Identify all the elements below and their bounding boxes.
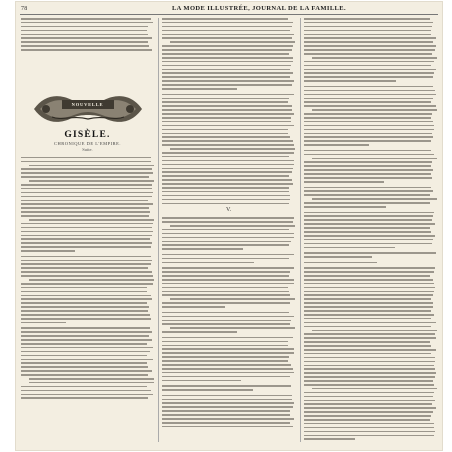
text-line <box>304 368 435 370</box>
text-line <box>304 98 433 100</box>
text-line <box>162 94 294 96</box>
feuilleton-vignette <box>32 91 144 127</box>
text-line <box>162 22 293 24</box>
text-line <box>162 160 294 162</box>
text-line <box>21 157 151 159</box>
text-line <box>21 168 152 170</box>
text-line <box>304 326 431 328</box>
text-line <box>21 335 149 337</box>
text-line <box>21 49 152 51</box>
text-line <box>21 394 153 396</box>
text-line <box>21 295 151 297</box>
text-line <box>21 211 150 213</box>
text-line <box>21 302 147 304</box>
text-line <box>162 306 225 308</box>
text-column-2 <box>162 18 295 440</box>
text-line <box>162 80 294 82</box>
text-line <box>21 351 150 353</box>
text-line <box>162 57 293 59</box>
header-rule <box>20 14 438 15</box>
text-line <box>162 98 289 100</box>
text-line <box>21 196 152 198</box>
text-line <box>304 419 430 421</box>
text-line <box>162 233 294 235</box>
text-line <box>162 203 289 205</box>
text-line <box>304 37 436 39</box>
text-line <box>21 246 151 248</box>
text-line <box>304 294 433 296</box>
text-line <box>162 341 288 343</box>
text-line <box>162 279 294 281</box>
text-line <box>304 392 434 394</box>
text-line <box>162 262 254 264</box>
text-line <box>162 399 292 401</box>
text-line <box>21 235 152 237</box>
text-line <box>162 84 292 86</box>
text-line <box>162 221 293 223</box>
text-line <box>304 206 386 208</box>
text-line <box>21 30 147 32</box>
text-line <box>304 231 431 233</box>
text-line <box>312 198 437 200</box>
text-line <box>304 53 432 55</box>
text-line <box>162 144 294 146</box>
vignette-label: NOUVELLE <box>71 101 104 107</box>
text-line <box>304 298 431 300</box>
text-line <box>304 403 432 405</box>
text-line <box>304 94 436 96</box>
text-line <box>21 176 149 178</box>
text-column-1 <box>21 18 154 440</box>
text-line <box>304 411 433 413</box>
text-line <box>162 258 289 260</box>
text-line <box>304 267 435 269</box>
text-line <box>304 357 435 359</box>
text-line <box>162 271 290 273</box>
text-line <box>304 302 433 304</box>
text-line <box>162 175 289 177</box>
text-line <box>304 337 436 339</box>
text-line <box>304 435 434 437</box>
text-line <box>162 360 288 362</box>
text-line <box>162 244 289 246</box>
text-line <box>162 109 292 111</box>
text-line <box>21 215 149 217</box>
text-line <box>304 243 432 245</box>
text-line <box>162 171 292 173</box>
text-line <box>21 227 152 229</box>
text-line <box>304 219 432 221</box>
text-line <box>21 34 148 36</box>
text-line <box>304 345 431 347</box>
text-line <box>304 69 436 71</box>
text-line <box>162 129 288 131</box>
text-line <box>162 18 288 20</box>
text-line <box>304 86 433 88</box>
text-line <box>162 179 292 181</box>
text-line <box>304 161 432 163</box>
ornament-illustration <box>32 91 144 127</box>
text-line <box>21 287 147 289</box>
text-line <box>162 187 289 189</box>
text-line <box>162 320 291 322</box>
text-line <box>162 364 291 366</box>
text-line <box>304 275 430 277</box>
text-line <box>162 337 293 339</box>
text-line <box>21 283 153 285</box>
text-line <box>162 267 294 269</box>
text-line <box>304 380 433 382</box>
text-line <box>162 49 292 51</box>
text-line <box>162 229 289 231</box>
text-line <box>29 180 154 182</box>
text-line <box>162 140 293 142</box>
text-line <box>162 101 288 103</box>
text-line <box>162 376 290 378</box>
text-line <box>304 314 434 316</box>
text-line <box>21 203 153 205</box>
text-line <box>162 331 237 333</box>
text-line <box>29 279 154 281</box>
text-line <box>170 298 295 300</box>
text-line <box>162 410 290 412</box>
text-line <box>304 113 432 115</box>
text-line <box>304 72 434 74</box>
text-line <box>304 427 434 429</box>
text-line <box>162 30 290 32</box>
text-line <box>304 318 431 320</box>
text-line <box>29 165 154 167</box>
text-line <box>312 57 437 59</box>
text-line <box>312 109 437 111</box>
text-line <box>162 65 291 67</box>
text-line <box>304 423 434 425</box>
text-column-3 <box>304 18 437 440</box>
text-line <box>304 202 430 204</box>
text-line <box>162 422 290 424</box>
text-line <box>21 267 148 269</box>
text-line <box>162 72 293 74</box>
text-line <box>162 69 290 71</box>
text-line <box>162 275 289 277</box>
text-line <box>162 312 289 314</box>
text-line <box>162 136 290 138</box>
text-line <box>304 165 431 167</box>
text-line <box>21 390 151 392</box>
text-line <box>21 298 152 300</box>
text-line <box>29 382 154 384</box>
text-line <box>21 343 147 345</box>
text-line <box>162 426 293 428</box>
text-line <box>304 223 435 225</box>
text-line <box>162 356 289 358</box>
text-line <box>304 365 434 367</box>
story-part: Suite. <box>82 146 93 152</box>
text-line <box>162 302 290 304</box>
text-line <box>162 237 294 239</box>
text-line <box>21 242 152 244</box>
text-line <box>162 105 292 107</box>
text-line <box>162 395 292 397</box>
text-line <box>304 212 434 214</box>
text-line <box>21 347 153 349</box>
text-line <box>21 37 152 39</box>
text-line <box>21 45 149 47</box>
text-line <box>304 80 396 82</box>
text-line <box>162 152 294 154</box>
text-line <box>21 250 75 252</box>
text-line <box>304 322 436 324</box>
text-line <box>162 191 289 193</box>
text-line <box>162 37 292 39</box>
text-line <box>21 374 148 376</box>
text-line <box>304 117 431 119</box>
text-line <box>162 287 288 289</box>
text-line <box>162 352 294 354</box>
text-line <box>162 291 289 293</box>
text-line <box>312 388 437 390</box>
text-line <box>304 140 431 142</box>
text-line <box>162 26 292 28</box>
paragraph-block <box>304 18 437 440</box>
text-line <box>304 227 430 229</box>
text-line <box>21 231 153 233</box>
text-line <box>21 310 148 312</box>
text-line <box>170 148 295 150</box>
text-line <box>21 397 148 399</box>
text-line <box>21 26 148 28</box>
text-line <box>304 41 433 43</box>
text-line <box>304 279 433 281</box>
text-line <box>162 254 294 256</box>
text-line <box>304 129 434 131</box>
text-line <box>162 121 291 123</box>
text-line <box>162 133 288 135</box>
text-line <box>21 327 150 329</box>
text-line <box>21 386 147 388</box>
text-line <box>304 239 433 241</box>
page-number: 78 <box>21 6 28 12</box>
text-line <box>162 88 237 90</box>
text-line <box>21 314 150 316</box>
column-divider <box>300 18 301 442</box>
text-line <box>304 105 436 107</box>
text-line <box>304 181 384 183</box>
text-line <box>162 385 291 387</box>
text-line <box>304 65 431 67</box>
text-line <box>304 136 433 138</box>
text-line <box>304 431 435 433</box>
paragraph-block <box>21 157 154 399</box>
text-line <box>304 90 435 92</box>
text-line <box>162 61 293 63</box>
text-line <box>162 34 294 36</box>
text-line <box>304 306 433 308</box>
text-line <box>304 384 434 386</box>
text-line <box>304 154 434 156</box>
text-line <box>170 225 295 227</box>
text-line <box>304 372 436 374</box>
newspaper-page <box>16 2 442 450</box>
text-line <box>21 291 147 293</box>
text-line <box>304 407 436 409</box>
text-line <box>304 30 431 32</box>
text-line <box>312 158 437 160</box>
text-line <box>162 45 293 47</box>
text-line <box>162 113 294 115</box>
text-line <box>162 248 243 250</box>
text-line <box>304 45 436 47</box>
text-line <box>304 256 372 258</box>
text-line <box>304 247 395 249</box>
text-line <box>21 256 151 258</box>
text-line <box>162 53 289 55</box>
text-line <box>304 400 435 402</box>
text-line <box>162 323 290 325</box>
running-head: LA MODE ILLUSTRÉE, JOURNAL DE LA FAMILLE. <box>171 5 347 12</box>
text-line <box>162 372 294 374</box>
text-line <box>304 291 434 293</box>
text-line <box>21 331 152 333</box>
text-line <box>304 169 433 171</box>
text-line <box>21 318 151 320</box>
text-line <box>304 252 436 254</box>
text-line <box>304 349 436 351</box>
text-line <box>304 61 434 63</box>
text-line <box>21 18 151 20</box>
text-line <box>162 406 293 408</box>
text-line <box>304 353 431 355</box>
text-line <box>21 188 152 190</box>
text-line <box>29 219 154 221</box>
text-line <box>21 238 150 240</box>
text-line <box>170 41 295 43</box>
text-line <box>304 121 433 123</box>
text-line <box>162 380 241 382</box>
text-line <box>304 235 435 237</box>
text-line <box>304 190 433 192</box>
text-line <box>304 177 432 179</box>
text-line <box>304 438 355 440</box>
text-line <box>162 117 291 119</box>
text-line <box>304 22 433 24</box>
text-line <box>21 366 148 368</box>
text-line <box>162 156 289 158</box>
text-line <box>304 215 433 217</box>
text-line <box>304 34 431 36</box>
text-line <box>21 271 152 273</box>
text-line <box>304 49 435 51</box>
story-subtitle: CHRONIQUE DE L'EMPIRE. <box>54 140 121 146</box>
text-line <box>162 199 290 201</box>
text-line <box>21 22 153 24</box>
text-line <box>304 125 434 127</box>
text-line <box>162 168 293 170</box>
text-line <box>21 223 153 225</box>
text-line <box>21 339 152 341</box>
text-line <box>304 18 430 20</box>
text-line <box>304 396 433 398</box>
text-line <box>170 327 295 329</box>
paragraph-block <box>21 18 154 51</box>
text-line <box>21 192 153 194</box>
text-line <box>21 355 147 357</box>
text-line <box>304 333 435 335</box>
text-line <box>162 418 294 420</box>
text-line <box>304 287 435 289</box>
section-number: V. <box>225 207 232 214</box>
text-line <box>304 271 434 273</box>
text-line <box>162 283 294 285</box>
text-line <box>162 414 290 416</box>
text-line <box>21 200 148 202</box>
text-line <box>21 184 152 186</box>
text-line <box>304 133 432 135</box>
text-line <box>21 207 149 209</box>
text-line <box>304 194 430 196</box>
text-line <box>162 348 294 350</box>
text-line <box>162 183 293 185</box>
text-line <box>162 217 294 219</box>
text-line <box>21 263 151 265</box>
text-line <box>162 195 290 197</box>
text-line <box>21 41 148 43</box>
text-line <box>29 378 154 380</box>
text-line <box>304 101 431 103</box>
text-line <box>21 359 153 361</box>
text-line <box>21 306 149 308</box>
text-line <box>21 370 152 372</box>
text-line <box>304 361 435 363</box>
text-line <box>304 187 431 189</box>
text-line <box>21 172 153 174</box>
text-line <box>304 415 431 417</box>
text-line <box>304 376 435 378</box>
story-title: GISÈLE. <box>64 129 111 140</box>
text-line <box>162 316 294 318</box>
text-line <box>162 294 290 296</box>
text-line <box>312 330 437 332</box>
text-line <box>304 173 431 175</box>
text-line <box>304 26 432 28</box>
text-line <box>304 150 431 152</box>
text-line <box>21 161 151 163</box>
text-line <box>162 164 294 166</box>
text-line <box>162 76 290 78</box>
text-line <box>162 402 294 404</box>
text-line <box>304 341 430 343</box>
text-line <box>304 76 433 78</box>
text-line <box>304 144 369 146</box>
text-line <box>21 275 153 277</box>
text-line <box>304 310 431 312</box>
text-line <box>162 368 293 370</box>
text-line <box>162 345 288 347</box>
text-line <box>304 262 377 264</box>
text-line <box>162 125 294 127</box>
text-line <box>21 260 152 262</box>
paragraph-block <box>162 18 295 204</box>
text-line <box>162 241 291 243</box>
paragraph-block <box>162 217 295 427</box>
text-line <box>162 389 253 391</box>
text-line <box>21 362 147 364</box>
text-line <box>21 322 66 324</box>
text-line <box>304 283 434 285</box>
column-divider <box>158 18 159 442</box>
